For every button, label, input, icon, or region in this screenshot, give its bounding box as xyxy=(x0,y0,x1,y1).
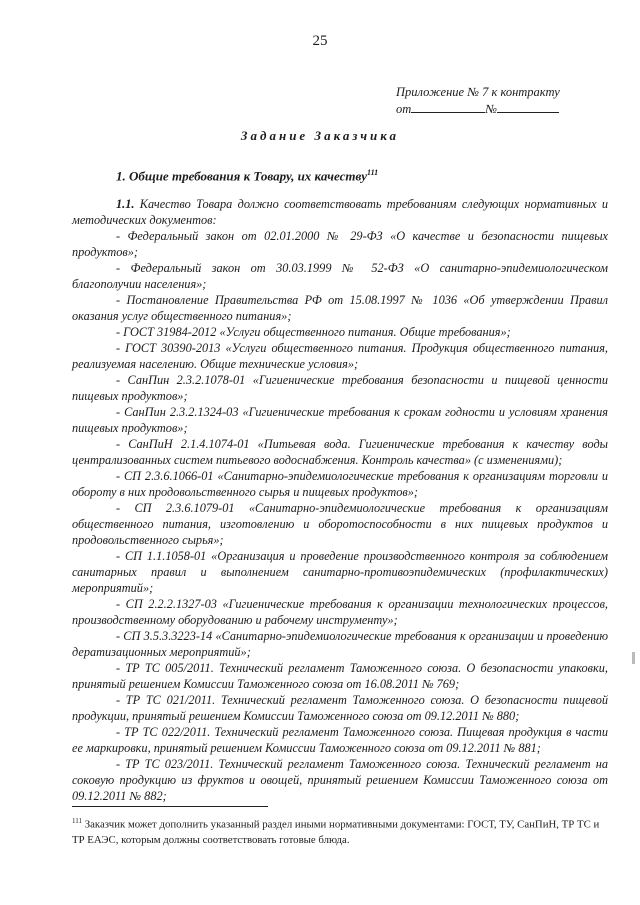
requirement-item: - СанПин 2.3.2.1324-03 «Гигиенические требования к срокам годности и условиям хранения пищевых продуктов»; xyxy=(72,405,608,435)
page-number: 25 xyxy=(312,33,328,49)
section-heading xyxy=(116,168,378,184)
requirement-item: - ТР ТС 023/2011. Технический регламент Таможенного союза. Технический регламент на соковую продукцию из фруктов и овощей, принятый решением Комиссии Таможенного союза от 09.12.2011 № 882; xyxy=(72,757,608,803)
scan-artifact xyxy=(632,652,635,664)
requirement-item: - ТР ТС 005/2011. Технический регламент Таможенного союза. О безопасности упаковки, принятый решением Комиссии Таможенного союза от 16.08.2011 № 769; xyxy=(72,661,608,691)
requirement-item: - СП 1.1.1058-01 «Организация и проведение производственного контроля за соблюдением санитарных правил и выполнением санитарно-противоэпидемических (профилактических) мероприятий»; xyxy=(72,549,608,595)
footnote-text: Заказчик может дополнить указанный раздел иными нормативными документами: ГОСТ, ТУ, СанПиН, ТР ТС и ТР ЕАЭС, которым должны соответствовать готовые блюда. xyxy=(72,818,600,846)
contract-date-number-line xyxy=(396,100,560,117)
requirement-item: - ГОСТ 31984-2012 «Услуги общественного питания. Общие требования»; xyxy=(116,325,511,339)
number-blank xyxy=(497,100,559,113)
requirement-item: - Федеральный закон от 30.03.1999 № 52-ФЗ «О санитарно-эпидемиологическом благополучии населения»; xyxy=(72,261,608,291)
requirement-item: - Федеральный закон от 02.01.2000 № 29-ФЗ «О качестве и безопасности пищевых продуктов»; xyxy=(72,229,608,259)
from-label: от xyxy=(396,102,412,116)
clause-number: 1.1. xyxy=(116,197,135,211)
requirement-item: - Постановление Правительства РФ от 15.08.1997 № 1036 «Об утверждении Правил оказания услуг общественного питания»; xyxy=(72,293,608,323)
requirement-item: - СП 2.2.2.1327-03 «Гигиенические требования к организации технологических процессов, производственному оборудованию и рабочему инструменту»; xyxy=(72,597,608,627)
footnote xyxy=(72,814,612,848)
task-title: Задание Заказчика xyxy=(240,128,400,143)
intro-text: Качество Товара должно соответствовать требованиям следующих нормативных и методических документов: xyxy=(72,197,608,227)
requirement-item: - ТР ТС 021/2011. Технический регламент Таможенного союза. О безопасности пищевой продукции, принятый решением Комиссии Таможенного союза от 09.12.2011 № 880; xyxy=(72,693,608,723)
date-blank xyxy=(411,100,485,113)
requirement-item: - ГОСТ 30390-2013 «Услуги общественного питания. Продукция общественного питания, реализуемая населению. Общие технические условия»; xyxy=(72,341,608,371)
requirement-item: - СП 2.3.6.1066-01 «Санитарно-эпидемиологические требования к организациям торговли и обороту в них продовольственного сырья и пищевых продуктов»; xyxy=(72,469,608,499)
requirement-item: - СП 2.3.6.1079-01 «Санитарно-эпидемиологические требования к организациям общественного питания, изготовлению и оборотоспособности в них пищевых продуктов и продовольственного сырья»; xyxy=(72,501,608,547)
requirement-item: - СанПиН 2.1.4.1074-01 «Питьевая вода. Гигиенические требования к качеству воды централизованных систем питьевого водоснабжения. Контроль качества» (с изменениями); xyxy=(72,437,608,467)
footnote-divider xyxy=(72,806,268,807)
number-label: № xyxy=(485,102,498,116)
appendix-header xyxy=(396,84,560,117)
appendix-title: Приложение № 7 к контракту xyxy=(396,85,560,99)
requirement-item: - ТР ТС 022/2011. Технический регламент Таможенного союза. Пищевая продукция в части ее маркировки, принятый решением Комиссии Таможенного союза от 09.12.2011 № 881; xyxy=(72,725,608,755)
section-title: 1. Общие требования к Товару, их качеству xyxy=(116,168,368,184)
footnote-reference: 111 xyxy=(367,168,379,177)
intro-paragraph xyxy=(72,196,608,228)
footnote-number: 111 xyxy=(72,817,82,825)
requirement-item: - СанПин 2.3.2.1078-01 «Гигиенические требования безопасности и пищевой ценности пищевых продуктов»; xyxy=(72,373,608,403)
requirements-body xyxy=(72,196,608,804)
requirement-item: - СП 3.5.3.3223-14 «Санитарно-эпидемиологические требования к организации и проведению дератизационных мероприятий»; xyxy=(72,629,608,659)
